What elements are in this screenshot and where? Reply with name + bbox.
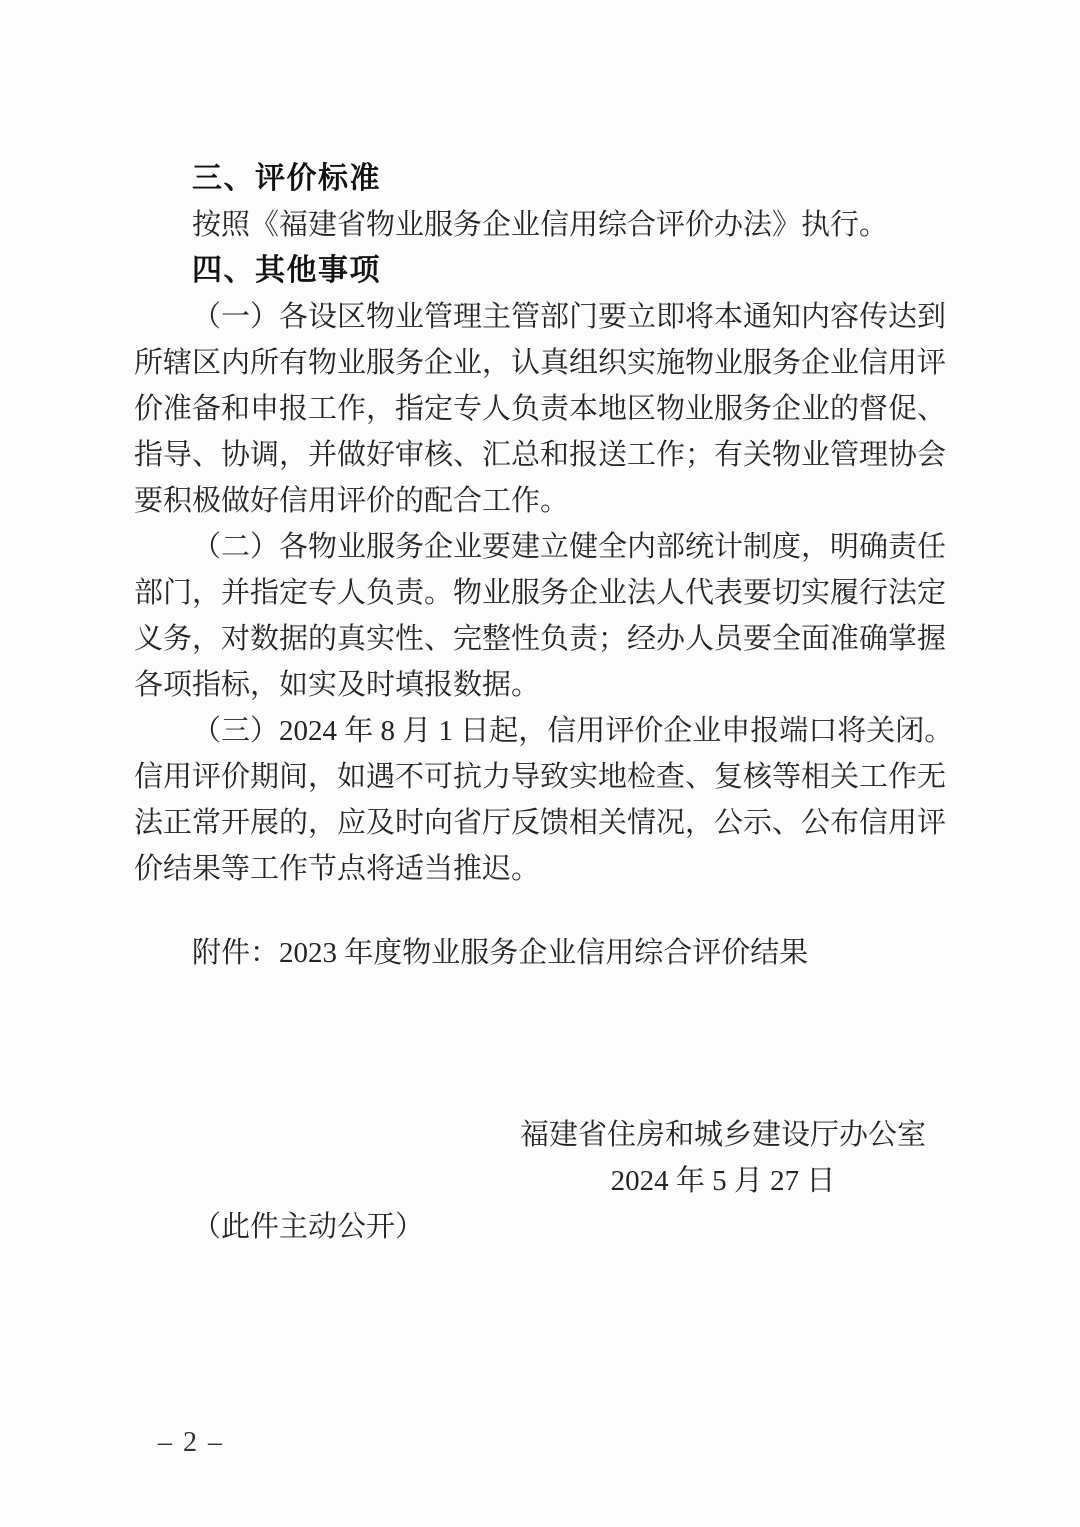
page-number: – 2 – bbox=[158, 1427, 224, 1458]
signature-block bbox=[134, 1112, 948, 1204]
paragraph-line: （二）各物业服务企业要建立健全内部统计制度，明确责任 bbox=[192, 531, 947, 563]
paragraph-line: 价准备和申报工作，指定专人负责本地区物业服务企业的督促、 bbox=[134, 393, 947, 425]
section-3-heading: 三、评价标准 bbox=[192, 162, 381, 195]
signature-org: 福建省住房和城乡建设厅办公室 bbox=[519, 1119, 926, 1151]
paragraph-line: 各项指标，如实及时填报数据。 bbox=[134, 669, 541, 701]
section-3-body-line: 按照《福建省物业服务企业信用综合评价办法》执行。 bbox=[192, 209, 889, 241]
paragraph-line: 义务，对数据的真实性、完整性负责；经办人员要全面准确掌握 bbox=[134, 623, 947, 655]
paragraph-line: 要积极做好信用评价的配合工作。 bbox=[134, 485, 570, 517]
paragraph-line: 信用评价期间，如遇不可抗力导致实地检查、复核等相关工作无 bbox=[134, 761, 947, 793]
paragraph-item-1 bbox=[134, 294, 948, 524]
paragraph-line: 价结果等工作节点将适当推迟。 bbox=[134, 853, 541, 885]
paragraph-line: 法正常开展的，应及时向省厅反馈相关情况，公示、公布信用评 bbox=[134, 807, 947, 839]
document-content bbox=[134, 156, 954, 1250]
paragraph-line: 所辖区内所有物业服务企业，认真组织实施物业服务企业信用评 bbox=[134, 347, 947, 379]
paragraph-item-2 bbox=[134, 524, 948, 708]
paragraph-line: （三）2024 年 8 月 1 日起，信用评价企业申报端口将关闭。 bbox=[192, 715, 954, 747]
paragraph-line: （一）各设区物业管理主管部门要立即将本通知内容传达到 bbox=[192, 301, 947, 333]
paragraph-line: 指导、协调，并做好审核、汇总和报送工作；有关物业管理协会 bbox=[134, 439, 947, 471]
paragraph-item-3 bbox=[134, 708, 954, 892]
signature-inner bbox=[520, 1112, 926, 1204]
section-4-heading: 四、其他事项 bbox=[192, 254, 381, 287]
signature-date: 2024 年 5 月 27 日 bbox=[610, 1165, 836, 1197]
paragraph-line: 部门，并指定专人负责。物业服务企业法人代表要切实履行法定 bbox=[134, 577, 947, 609]
attachment-line: 附件：2023 年度物业服务企业信用综合评价结果 bbox=[192, 937, 809, 969]
disclosure-note: （此件主动公开） bbox=[192, 1211, 425, 1243]
